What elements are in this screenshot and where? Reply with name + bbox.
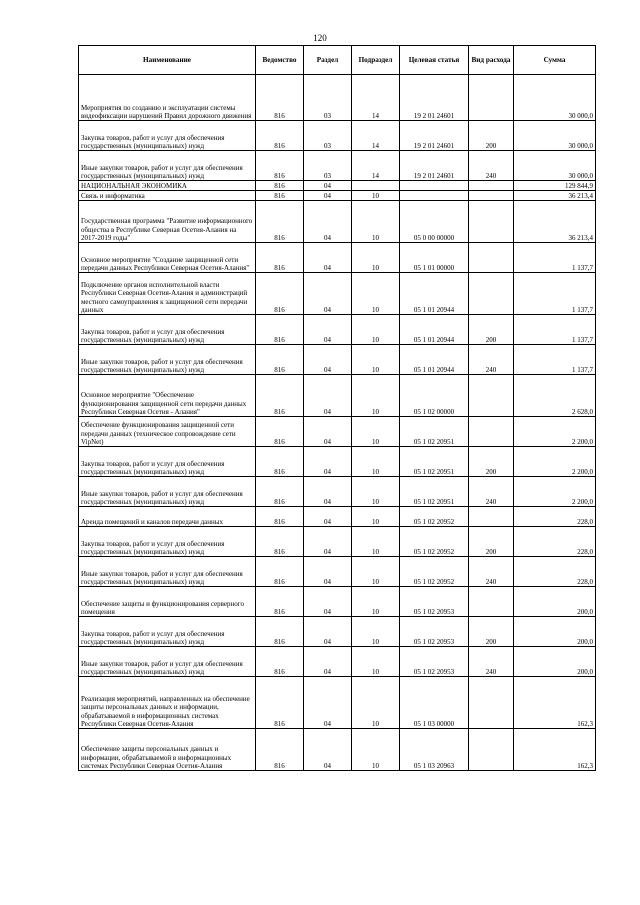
cell-target: 05 1 03 00000: [400, 677, 469, 729]
cell-department: 816: [256, 587, 304, 617]
table-row: [79, 121, 596, 151]
header-section: Раздел: [304, 46, 352, 75]
cell-subsection: 10: [352, 191, 400, 201]
cell-section: 04: [304, 345, 352, 375]
cell-expense: [469, 677, 514, 729]
cell-target: 05 1 02 20953: [400, 617, 469, 647]
cell-section: 04: [304, 617, 352, 647]
cell-department: 816: [256, 375, 304, 417]
cell-expense: [469, 181, 514, 191]
cell-department: 816: [256, 617, 304, 647]
cell-department: 816: [256, 417, 304, 447]
cell-department: 816: [256, 181, 304, 191]
table-row: [79, 677, 596, 729]
cell-target: [400, 181, 469, 191]
table-row: [79, 417, 596, 447]
table-row: [79, 315, 596, 345]
cell-sum: 228,0: [514, 507, 596, 527]
cell-expense: [469, 507, 514, 527]
cell-expense: 200: [469, 527, 514, 557]
cell-expense: [469, 587, 514, 617]
cell-expense: [469, 243, 514, 273]
cell-expense: [469, 417, 514, 447]
cell-sum: 129 844,9: [514, 181, 596, 191]
cell-sum: 36 213,4: [514, 191, 596, 201]
cell-sum: 2 200,0: [514, 477, 596, 507]
cell-name: Иные закупки товаров, работ и услуг для обеспечения государственных (муниципальных) нужд: [79, 647, 256, 677]
cell-target: [400, 191, 469, 201]
cell-expense: 240: [469, 345, 514, 375]
cell-target: 19 2 01 24601: [400, 151, 469, 181]
table-row: [79, 647, 596, 677]
cell-section: 04: [304, 587, 352, 617]
cell-department: 816: [256, 477, 304, 507]
cell-subsection: 14: [352, 151, 400, 181]
cell-target: 05 1 02 20951: [400, 447, 469, 477]
table-row: [79, 191, 596, 201]
cell-name: Закупка товаров, работ и услуг для обеспечения государственных (муниципальных) нужд: [79, 527, 256, 557]
cell-name: Обеспечение функционирования защищенной сети передачи данных (техническое сопровождение сети VipNet): [79, 417, 256, 447]
table-row: [79, 273, 596, 315]
cell-expense: 240: [469, 151, 514, 181]
cell-name: Аренда помещений и каналов передачи данных: [79, 507, 256, 527]
cell-sum: 30 000,0: [514, 121, 596, 151]
cell-subsection: 10: [352, 273, 400, 315]
table-row: [79, 527, 596, 557]
cell-section: 04: [304, 557, 352, 587]
cell-section: 04: [304, 527, 352, 557]
cell-target: 05 0 00 00000: [400, 201, 469, 243]
header-name: Наименование: [79, 46, 256, 75]
cell-expense: [469, 729, 514, 771]
cell-target: 05 1 01 20944: [400, 315, 469, 345]
cell-expense: 200: [469, 447, 514, 477]
cell-subsection: 10: [352, 315, 400, 345]
cell-sum: 200,0: [514, 647, 596, 677]
table-row: [79, 181, 596, 191]
cell-name: Закупка товаров, работ и услуг для обеспечения государственных (муниципальных) нужд: [79, 617, 256, 647]
cell-sum: 2 200,0: [514, 417, 596, 447]
cell-name: Связь и информатика: [79, 191, 256, 201]
table-header-row: [79, 46, 596, 75]
cell-subsection: 10: [352, 507, 400, 527]
cell-subsection: 10: [352, 677, 400, 729]
table-row: [79, 447, 596, 477]
cell-section: 04: [304, 315, 352, 345]
cell-department: 816: [256, 557, 304, 587]
cell-expense: 200: [469, 121, 514, 151]
cell-sum: 228,0: [514, 557, 596, 587]
cell-section: 04: [304, 191, 352, 201]
cell-sum: 36 213,4: [514, 201, 596, 243]
cell-department: 816: [256, 243, 304, 273]
cell-target: 05 1 02 20952: [400, 527, 469, 557]
header-target: Целевая статья: [400, 46, 469, 75]
cell-department: 816: [256, 447, 304, 477]
cell-section: 03: [304, 121, 352, 151]
cell-subsection: 10: [352, 447, 400, 477]
cell-department: 816: [256, 729, 304, 771]
cell-department: 816: [256, 121, 304, 151]
table-row: [79, 729, 596, 771]
cell-subsection: 10: [352, 587, 400, 617]
cell-name: Подключение органов исполнительной власти Республики Северная Осетия-Алания и администраций местного самоуправления к защищенной сети передачи данных: [79, 273, 256, 315]
cell-name: Основное мероприятие "Обеспечение функционирования защищенной сети передачи данных Республики Северная Осетия - Алания": [79, 375, 256, 417]
page-number: 120: [313, 33, 327, 43]
cell-subsection: 10: [352, 417, 400, 447]
table-row: [79, 75, 596, 121]
cell-name: Иные закупки товаров, работ и услуг для обеспечения государственных (муниципальных) нужд: [79, 557, 256, 587]
cell-sum: 162,3: [514, 729, 596, 771]
cell-name: Основное мероприятие "Создание защищенной сети передачи данных Республики Северная Осетия-Алания": [79, 243, 256, 273]
table-row: [79, 507, 596, 527]
cell-sum: 1 137,7: [514, 345, 596, 375]
header-department: Ведомство: [256, 46, 304, 75]
cell-section: 04: [304, 181, 352, 191]
cell-sum: 200,0: [514, 587, 596, 617]
cell-department: 816: [256, 151, 304, 181]
cell-name: Иные закупки товаров, работ и услуг для обеспечения государственных (муниципальных) нужд: [79, 151, 256, 181]
cell-name: Закупка товаров, работ и услуг для обеспечения государственных (муниципальных) нужд: [79, 447, 256, 477]
cell-subsection: 10: [352, 477, 400, 507]
cell-target: 19 2 01 24601: [400, 121, 469, 151]
cell-name: Обеспечение защиты персональных данных и информации, обрабатываемой в информационных системах Республики Северная Осетия-Алания: [79, 729, 256, 771]
cell-target: 05 1 03 20963: [400, 729, 469, 771]
cell-sum: 30 000,0: [514, 151, 596, 181]
cell-sum: 200,0: [514, 617, 596, 647]
cell-target: 05 1 01 20944: [400, 345, 469, 375]
cell-section: 04: [304, 201, 352, 243]
cell-subsection: 10: [352, 729, 400, 771]
cell-department: 816: [256, 345, 304, 375]
table-row: [79, 587, 596, 617]
cell-target: 05 1 01 00000: [400, 243, 469, 273]
cell-subsection: 10: [352, 243, 400, 273]
cell-department: 816: [256, 191, 304, 201]
cell-sum: 1 137,7: [514, 315, 596, 345]
cell-subsection: 10: [352, 375, 400, 417]
cell-name: НАЦИОНАЛЬНАЯ ЭКОНОМИКА: [79, 181, 256, 191]
cell-subsection: 14: [352, 121, 400, 151]
cell-name: Реализация мероприятий, направленных на обеспечение защиты персональных данных и информации, обрабатываемой в информационных системах Республики Северная Осетия-Алания: [79, 677, 256, 729]
cell-section: 04: [304, 375, 352, 417]
budget-table: [78, 45, 596, 771]
cell-section: 04: [304, 273, 352, 315]
cell-name: Мероприятия по созданию и эксплуатации системы видеофиксации нарушений Правил дорожного движения: [79, 75, 256, 121]
cell-expense: 240: [469, 647, 514, 677]
table-row: [79, 557, 596, 587]
table-row: [79, 345, 596, 375]
cell-expense: [469, 75, 514, 121]
header-subsection: Подраздел: [352, 46, 400, 75]
cell-section: 04: [304, 677, 352, 729]
cell-section: 04: [304, 447, 352, 477]
table-row: [79, 375, 596, 417]
cell-expense: 240: [469, 477, 514, 507]
cell-subsection: 10: [352, 557, 400, 587]
cell-sum: 228,0: [514, 527, 596, 557]
cell-target: 05 1 02 20952: [400, 507, 469, 527]
cell-section: 04: [304, 417, 352, 447]
cell-subsection: 10: [352, 345, 400, 375]
cell-department: 816: [256, 75, 304, 121]
cell-section: 03: [304, 151, 352, 181]
cell-target: 05 1 02 20951: [400, 417, 469, 447]
cell-target: 05 1 02 20953: [400, 647, 469, 677]
cell-section: 04: [304, 507, 352, 527]
cell-department: 816: [256, 315, 304, 345]
cell-target: 05 1 02 20953: [400, 587, 469, 617]
cell-expense: [469, 201, 514, 243]
table-row: [79, 617, 596, 647]
cell-department: 816: [256, 201, 304, 243]
cell-expense: [469, 375, 514, 417]
cell-department: 816: [256, 273, 304, 315]
cell-target: 05 1 02 00000: [400, 375, 469, 417]
table-body: [79, 75, 596, 771]
table-row: [79, 477, 596, 507]
cell-section: 04: [304, 243, 352, 273]
header-expense: Вид расхода: [469, 46, 514, 75]
cell-target: 05 1 02 20951: [400, 477, 469, 507]
cell-department: 816: [256, 647, 304, 677]
cell-section: 04: [304, 729, 352, 771]
table-row: [79, 151, 596, 181]
cell-sum: 2 628,0: [514, 375, 596, 417]
cell-section: 03: [304, 75, 352, 121]
cell-subsection: [352, 181, 400, 191]
table-row: [79, 243, 596, 273]
cell-sum: 1 137,7: [514, 273, 596, 315]
cell-expense: 200: [469, 617, 514, 647]
table-row: [79, 201, 596, 243]
cell-department: 816: [256, 677, 304, 729]
cell-subsection: 14: [352, 75, 400, 121]
cell-name: Закупка товаров, работ и услуг для обеспечения государственных (муниципальных) нужд: [79, 315, 256, 345]
cell-name: Иные закупки товаров, работ и услуг для обеспечения государственных (муниципальных) нужд: [79, 345, 256, 375]
cell-sum: 30 000,0: [514, 75, 596, 121]
cell-sum: 1 137,7: [514, 243, 596, 273]
cell-expense: 200: [469, 315, 514, 345]
cell-name: Обеспечение защиты и функционирования серверного помещения: [79, 587, 256, 617]
cell-subsection: 10: [352, 647, 400, 677]
cell-name: Закупка товаров, работ и услуг для обеспечения государственных (муниципальных) нужд: [79, 121, 256, 151]
cell-sum: 2 200,0: [514, 447, 596, 477]
cell-target: 05 1 01 20944: [400, 273, 469, 315]
cell-department: 816: [256, 507, 304, 527]
cell-section: 04: [304, 647, 352, 677]
cell-section: 04: [304, 477, 352, 507]
cell-target: 19 2 01 24601: [400, 75, 469, 121]
cell-subsection: 10: [352, 527, 400, 557]
cell-subsection: 10: [352, 617, 400, 647]
cell-department: 816: [256, 527, 304, 557]
cell-name: Государственная программа "Развитие информационного общества в Республике Северная Осетия-Алания на 2017-2019 годы": [79, 201, 256, 243]
cell-expense: [469, 191, 514, 201]
cell-sum: 162,3: [514, 677, 596, 729]
cell-expense: [469, 273, 514, 315]
cell-target: 05 1 02 20952: [400, 557, 469, 587]
cell-name: Иные закупки товаров, работ и услуг для обеспечения государственных (муниципальных) нужд: [79, 477, 256, 507]
cell-expense: 240: [469, 557, 514, 587]
cell-subsection: 10: [352, 201, 400, 243]
header-sum: Сумма: [514, 46, 596, 75]
